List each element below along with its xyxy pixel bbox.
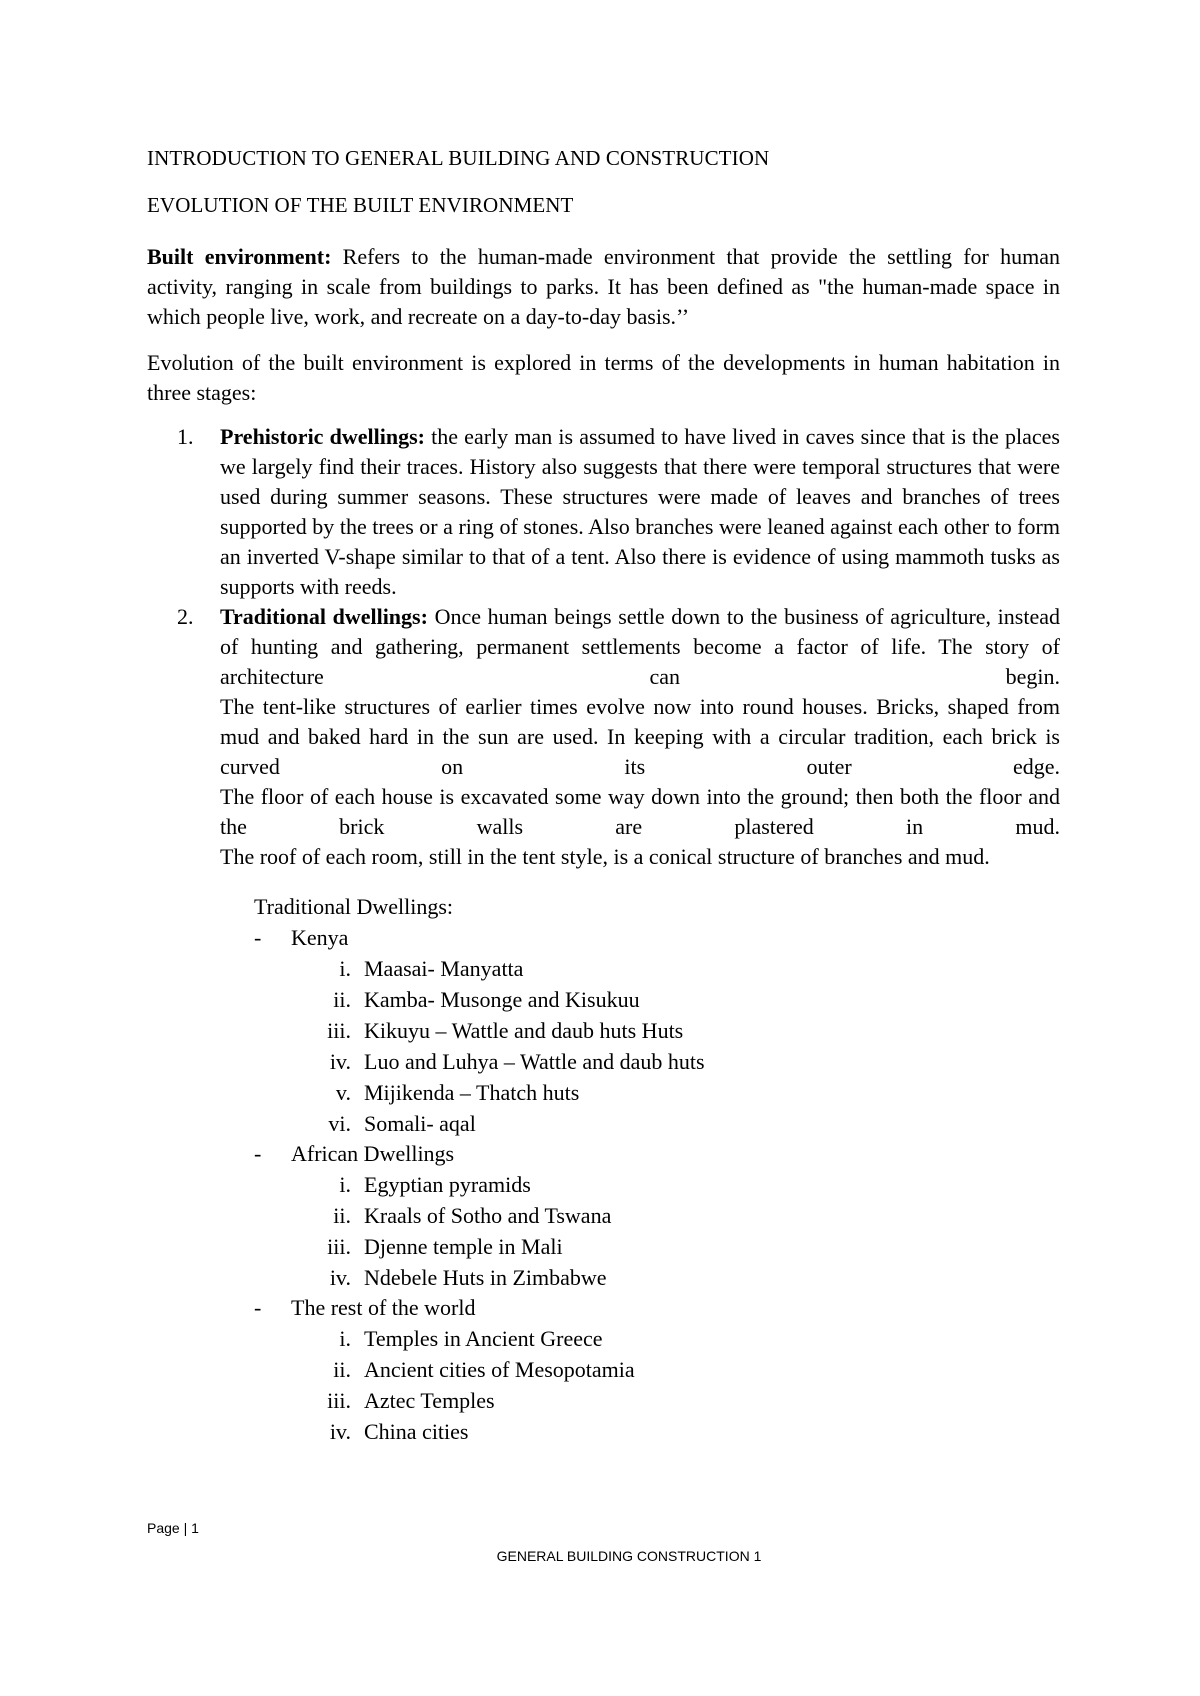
list-item-text: China cities bbox=[364, 1419, 469, 1444]
dash-bullet: - bbox=[254, 925, 262, 950]
list-item-stage-2 bbox=[147, 602, 1060, 872]
document-title: INTRODUCTION TO GENERAL BUILDING AND CONSTRUCTION bbox=[147, 146, 770, 170]
roman-numeral: iv. bbox=[329, 1049, 351, 1074]
list-item-stage-1 bbox=[147, 422, 1060, 602]
list-item bbox=[254, 1416, 1060, 1447]
page-number: Page | 1 bbox=[147, 1520, 199, 1536]
roman-numeral: i. bbox=[339, 1326, 351, 1351]
stages-list bbox=[147, 422, 1060, 872]
list-item bbox=[254, 1046, 1060, 1077]
list-item-text: Temples in Ancient Greece bbox=[364, 1326, 603, 1351]
stage-line: The roof of each room, still in the tent style, is a conical structure of branches and mud. bbox=[220, 844, 990, 869]
definition-text: Refers to the human-made environment that provide the settling for human activity, ranging in scale from buildings to parks. It has been defined as "the human-made space in which people live, work, and recreate on a day-to-day basis.’’ bbox=[147, 244, 1060, 329]
roman-numeral: ii. bbox=[333, 1203, 351, 1228]
definition-term: Built environment: bbox=[147, 244, 332, 269]
stage-text: the early man is assumed to have lived in caves since that is the places we largely find their traces. History also suggests that there were temporal structures that were used during summer seasons. These structures were made of leaves and branches of trees supported by the trees or a ring of stones. Also branches were leaned against each other to form an inverted V-shape similar to that of a tent. Also there is evidence of using mammoth tusks as supports with reeds. bbox=[220, 424, 1060, 599]
list-item-text: Djenne temple in Mali bbox=[364, 1234, 563, 1259]
roman-numeral: iii. bbox=[327, 1388, 351, 1413]
list-item-text: Somali- aqal bbox=[364, 1111, 476, 1136]
stage-text: Once human beings settle down to the business of agriculture, instead of hunting and gathering, permanent settlements become a factor of life. The story of architecture can begin. bbox=[220, 604, 1060, 689]
roman-numeral: ii. bbox=[333, 1357, 351, 1382]
list-item bbox=[254, 1077, 1060, 1108]
footer-course-title: GENERAL BUILDING CONSTRUCTION 1 bbox=[496, 1548, 762, 1564]
list-item-text: Ndebele Huts in Zimbabwe bbox=[364, 1265, 607, 1290]
stage-line: The floor of each house is excavated some way down into the ground; then both the floor and the brick walls are plastered in mud. bbox=[220, 784, 1060, 839]
roman-numeral: ii. bbox=[333, 987, 351, 1012]
dash-bullet: - bbox=[254, 1141, 262, 1166]
world-list bbox=[254, 1323, 1060, 1447]
roman-numeral: i. bbox=[339, 956, 351, 981]
dwellings-heading: Traditional Dwellings: bbox=[254, 894, 454, 919]
list-item bbox=[254, 1385, 1060, 1416]
dash-bullet: - bbox=[254, 1295, 262, 1320]
list-item bbox=[254, 1015, 1060, 1046]
group-label: African Dwellings bbox=[291, 1141, 455, 1166]
group-label: The rest of the world bbox=[291, 1295, 476, 1320]
list-item-text: Kikuyu – Wattle and daub huts Huts bbox=[364, 1018, 684, 1043]
definition-paragraph bbox=[147, 242, 1060, 332]
list-item-text: Egyptian pyramids bbox=[364, 1172, 531, 1197]
list-item-text: Kamba- Musonge and Kisukuu bbox=[364, 987, 640, 1012]
list-item bbox=[254, 953, 1060, 984]
list-number: 2. bbox=[177, 604, 194, 629]
group-african-dwellings bbox=[254, 1139, 1060, 1169]
roman-numeral: iv. bbox=[329, 1265, 351, 1290]
list-item-text: Ancient cities of Mesopotamia bbox=[364, 1357, 635, 1382]
group-rest-of-world bbox=[254, 1293, 1060, 1323]
stage-line bbox=[220, 602, 1060, 692]
list-item-text: Kraals of Sotho and Tswana bbox=[364, 1203, 612, 1228]
list-item bbox=[254, 1108, 1060, 1139]
intro-paragraph: Evolution of the built environment is explored in terms of the developments in human habitation in three stages: bbox=[147, 350, 1060, 405]
group-kenya bbox=[254, 923, 1060, 953]
section-heading: EVOLUTION OF THE BUILT ENVIRONMENT bbox=[147, 193, 574, 217]
list-number: 1. bbox=[177, 424, 194, 449]
list-item-text: Mijikenda – Thatch huts bbox=[364, 1080, 580, 1105]
list-item bbox=[254, 1323, 1060, 1354]
list-item bbox=[254, 1169, 1060, 1200]
roman-numeral: vi. bbox=[328, 1111, 351, 1136]
stage-term: Traditional dwellings: bbox=[220, 604, 428, 629]
stage-line: The tent-like structures of earlier times evolve now into round houses. Bricks, shaped from mud and baked hard in the sun are used. In keeping with a circular tradition, each brick is curved on its outer edge. bbox=[220, 694, 1060, 779]
african-list bbox=[254, 1169, 1060, 1293]
stage-term: Prehistoric dwellings: bbox=[220, 424, 425, 449]
roman-numeral: iii. bbox=[327, 1018, 351, 1043]
list-item bbox=[254, 1354, 1060, 1385]
roman-numeral: iii. bbox=[327, 1234, 351, 1259]
list-item bbox=[254, 1262, 1060, 1293]
list-item-text: Maasai- Manyatta bbox=[364, 956, 524, 981]
page-content bbox=[147, 146, 1060, 1447]
group-label: Kenya bbox=[291, 925, 349, 950]
list-item bbox=[254, 1200, 1060, 1231]
kenya-list bbox=[254, 953, 1060, 1139]
roman-numeral: i. bbox=[339, 1172, 351, 1197]
roman-numeral: iv. bbox=[329, 1419, 351, 1444]
list-item bbox=[254, 1231, 1060, 1262]
list-item-text: Aztec Temples bbox=[364, 1388, 495, 1413]
list-item-text: Luo and Luhya – Wattle and daub huts bbox=[364, 1049, 705, 1074]
roman-numeral: v. bbox=[335, 1080, 351, 1105]
traditional-dwellings-section bbox=[147, 892, 1060, 1447]
list-item bbox=[254, 984, 1060, 1015]
